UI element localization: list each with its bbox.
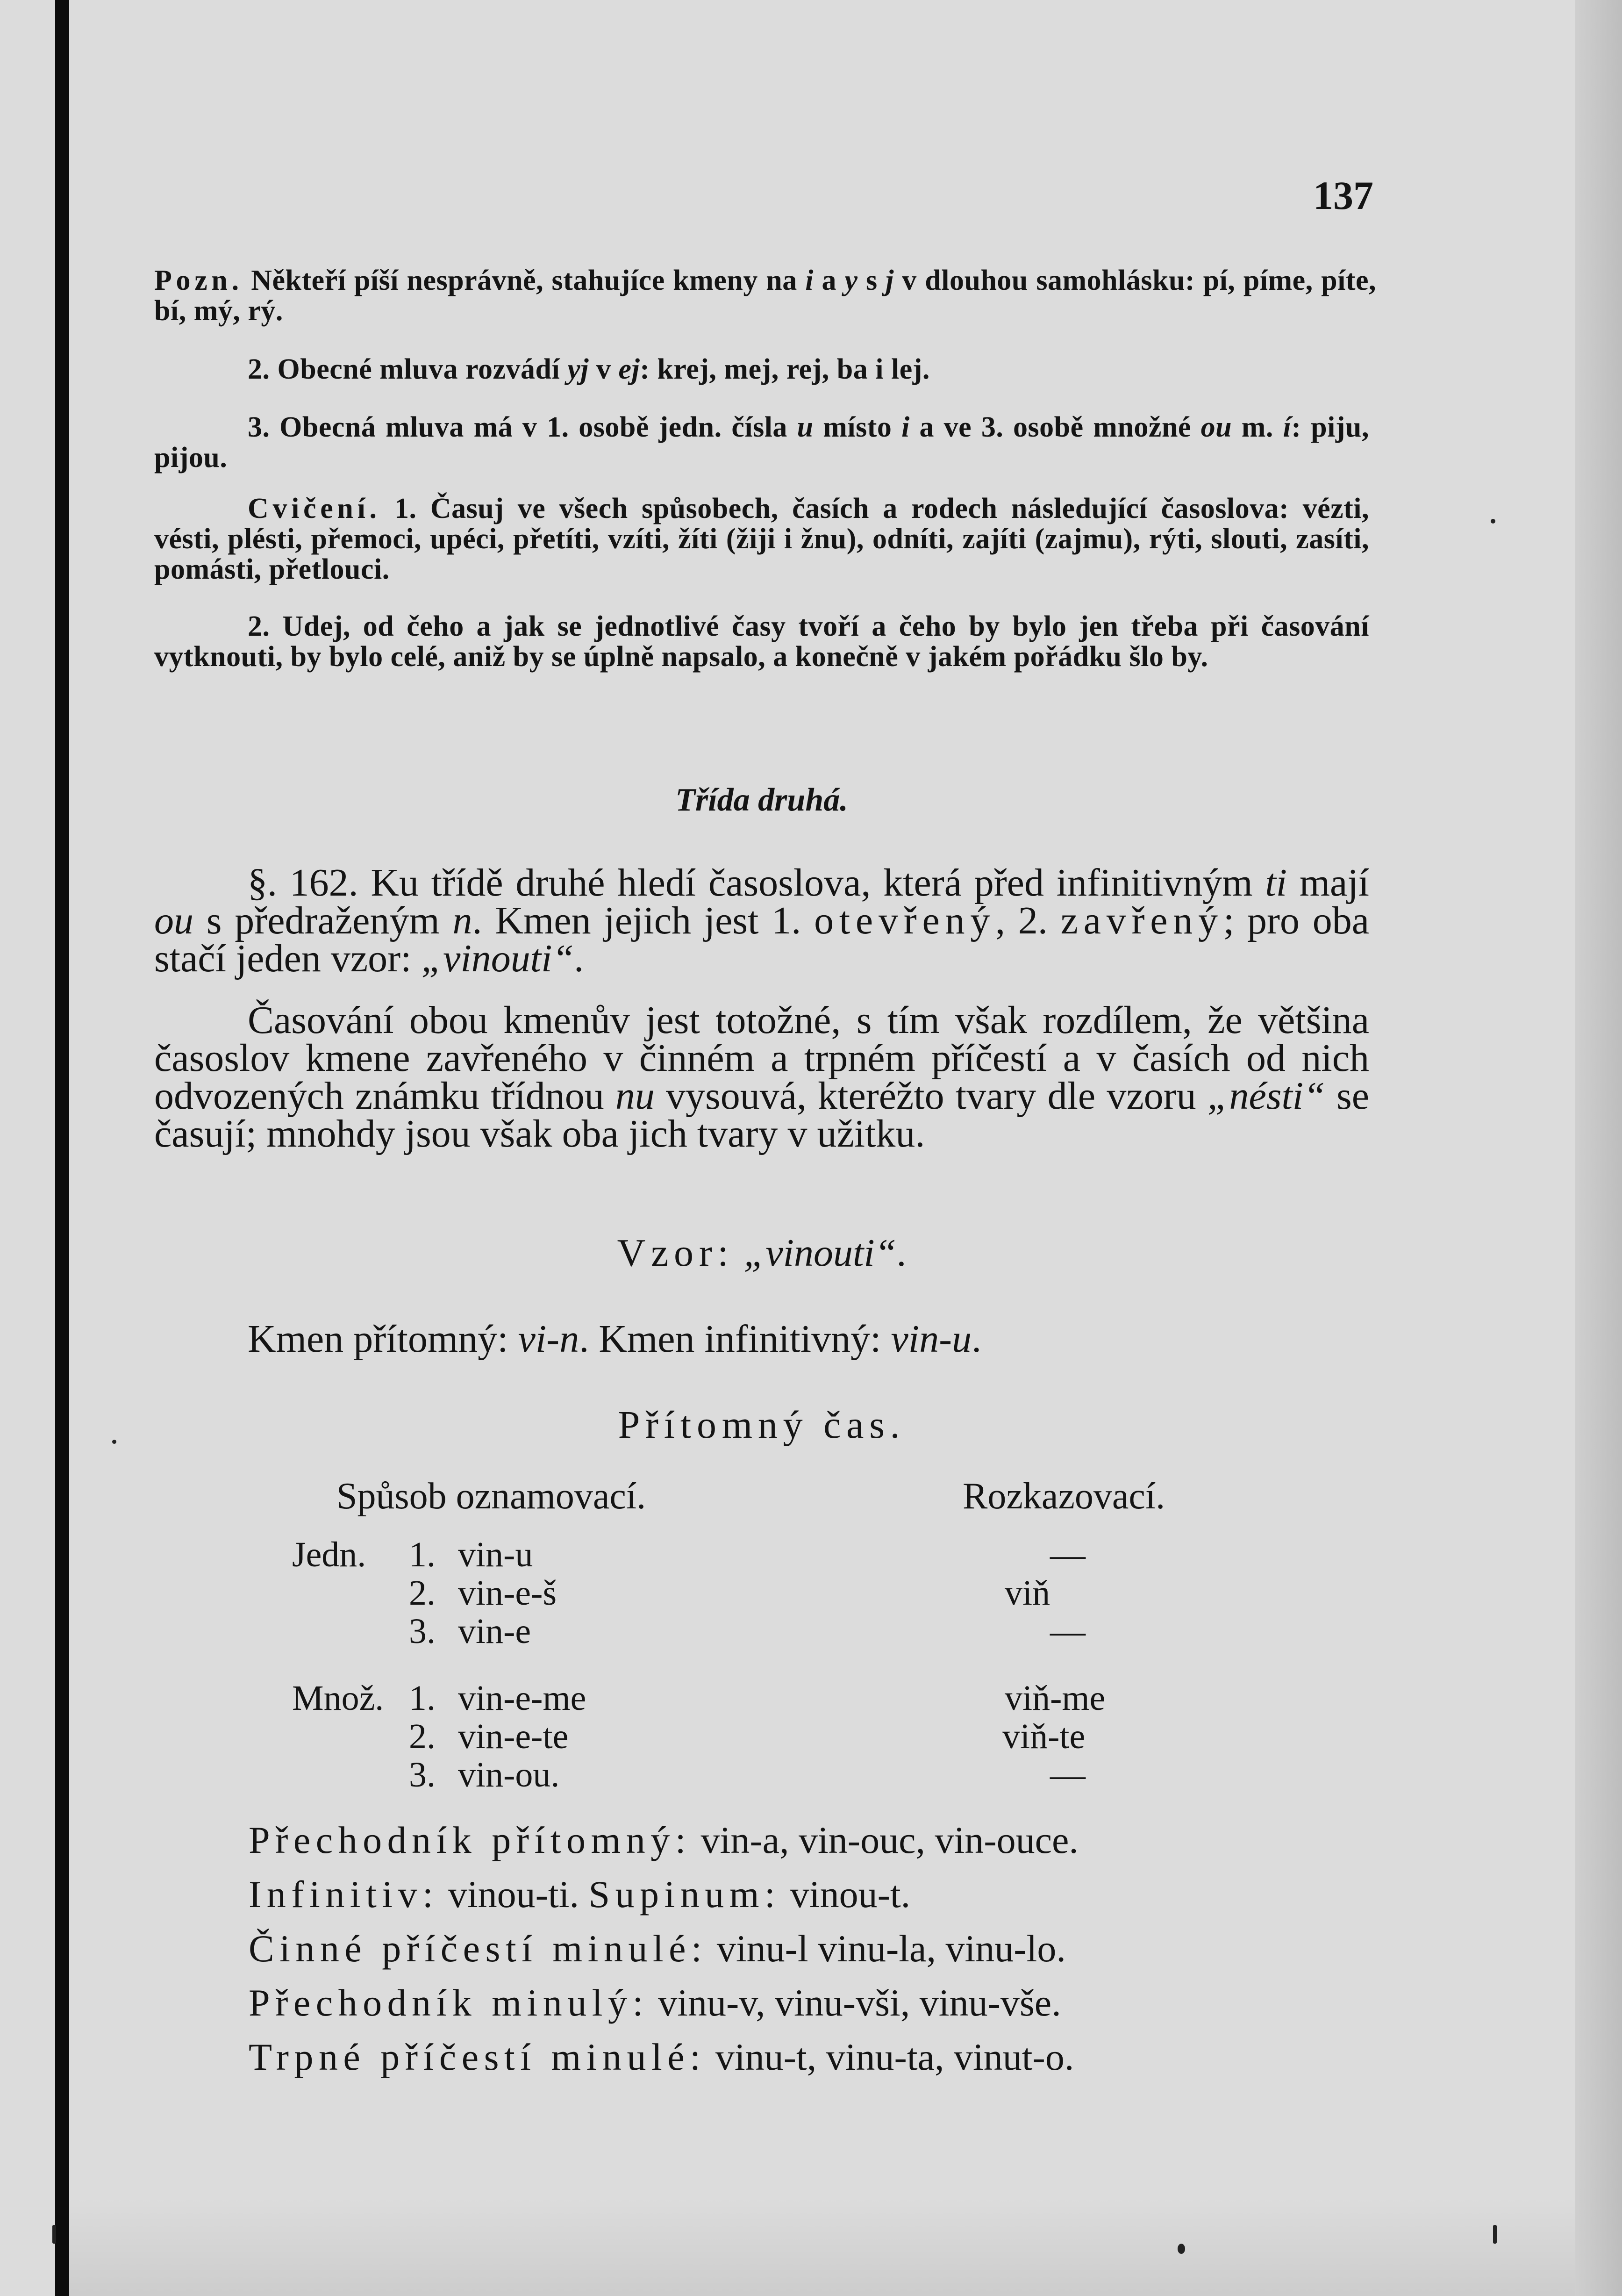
stems-line: Kmen přítomný: vi-n. Kmen infinitivný: vin-u. [248, 1317, 982, 1361]
person: 2. [409, 1717, 436, 1756]
person: 1. [409, 1535, 436, 1574]
indicative-form: vin-e [458, 1612, 531, 1651]
exercise-2: 2. Udej, od čeho a jak se jednotlivé časy tvoří a čeho by bylo jen třeba při časování vytknouti, by bylo celé, aniž by se úplně napsalo, a konečně v jakém pořádku šlo by. [154, 610, 1369, 673]
model-title: Vzor: „vinouti“. [617, 1231, 907, 1275]
indicative-header: Spůsob oznamovací. [336, 1476, 646, 1517]
person: 3. [409, 1612, 436, 1651]
person: 3. [409, 1755, 436, 1794]
scan-speck [112, 1440, 116, 1444]
indicative-form: vin-e-me [458, 1679, 586, 1718]
indicative-form: vin-ou. [458, 1755, 560, 1794]
form-active-past-participle: Činné příčestí minulé: vinu-l vinu-la, vinu-lo. [249, 1927, 1066, 1970]
paragraph-conjugation: Časování obou kmenův jest totožné, s tím však rozdílem, že většina časoslov kmene zavřeného v činném a trpném příčestí a v časích od nich odvozených známku třídnou nu vysouvá, kteréžto tvary dle vzoru „nésti“ se časují; mnohdy jsou však oba jich tvary v užitku. [154, 998, 1369, 1155]
note-2: 2. Obecné mluva rozvádí yj v ej: krej, mej, rej, ba i lej. [248, 353, 930, 385]
present-tense-title: Přítomný čas. [618, 1403, 906, 1447]
imperative-form: — [1050, 1612, 1086, 1651]
page-number: 137 [1313, 173, 1373, 218]
section-heading: Třída druhá. [675, 782, 848, 818]
page-bottom-shadow [69, 2197, 1575, 2296]
book-spine-shadow [55, 0, 69, 2296]
note-3: 3. Obecná mluva má v 1. osobě jedn. čísla u místo i a ve 3. osobě množné ou m. í: piju, pijou. [154, 411, 1369, 474]
imperative-form: — [1050, 1755, 1086, 1794]
exercise-label: Cvičení. [248, 493, 381, 524]
imperative-header: Rozkazovací. [963, 1476, 1165, 1517]
note-label: Pozn. [154, 265, 243, 296]
indicative-form: vin-e-te [458, 1717, 569, 1756]
number-label: Jedn. [292, 1535, 366, 1574]
form-past-transgressive: Přechodník minulý: vinu-v, vinu-vši, vinu-vše. [249, 1981, 1061, 2024]
indicative-form: vin-e-š [458, 1573, 557, 1613]
number-label: Množ. [292, 1679, 384, 1718]
form-present-transgressive: Přechodník přítomný: vin-a, vin-ouc, vin-ouce. [249, 1819, 1079, 1861]
indicative-form: vin-u [458, 1535, 533, 1574]
form-infinitive: Infinitiv: vinou-ti. Supinum: vinou-t. [249, 1873, 911, 1916]
paragraph-162: §. 162. Ku třídě druhé hledí časoslova, která před infinitivným ti mají ou s předraženým n. Kmen jejich jest 1. otevřený, 2. zavřený; pro oba stačí jeden vzor: „vinouti“. [154, 861, 1370, 980]
scan-speck [1493, 2225, 1497, 2244]
imperative-form: — [1050, 1535, 1086, 1574]
form-passive-past-participle: Trpné příčestí minulé: vinu-t, vinu-ta, vinut-o. [249, 2036, 1074, 2078]
imperative-form: viň-te [1002, 1717, 1086, 1756]
person: 1. [409, 1679, 436, 1718]
person: 2. [409, 1573, 436, 1613]
imperative-form: viň [1005, 1573, 1050, 1613]
imperative-form: viň-me [1005, 1679, 1106, 1718]
note-pozn: Pozn. Někteří píší nesprávně, stahujíce kmeny na i a y s j v dlouhou samohlásku: pí, píme, píte, bí, mý, rý. [154, 265, 1376, 327]
scan-speck [1178, 2244, 1185, 2254]
scan-speck [1491, 519, 1495, 524]
exercise-1: Cvičení. 1. Časuj ve všech spůsobech, časích a rodech následující časoslova: vézti, vésti, plésti, přemoci, upéci, přetíti, vzíti, žíti (žiji i žnu), odníti, zajíti (zajmu), rýti, slouti, zasíti, pomásti, přetlouci. [154, 493, 1369, 585]
page-edge [1575, 0, 1622, 2296]
scan-speck [52, 2225, 56, 2244]
